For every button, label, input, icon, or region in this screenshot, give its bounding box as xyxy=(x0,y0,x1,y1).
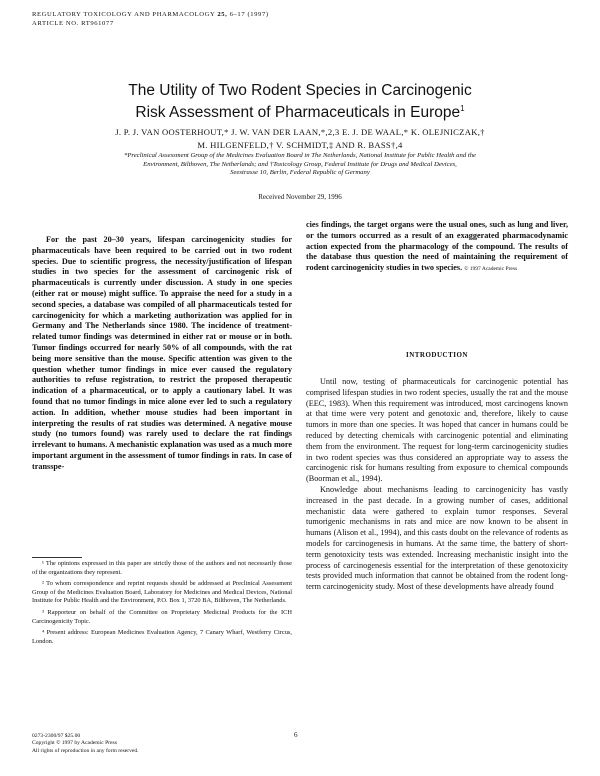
section-heading-introduction: INTRODUCTION xyxy=(405,351,468,359)
title-line-2 xyxy=(60,100,540,122)
received-date: Received November 29, 1996 xyxy=(258,193,342,201)
paper-title xyxy=(60,82,540,122)
footnote-3: ³ Rapporteur on behalf of the Committee on Proprietary Medicinal Products for the ICH Carcinogenicity Topic. xyxy=(32,608,292,625)
journal-volume: 25, xyxy=(217,11,228,18)
abstract-column-left xyxy=(32,235,292,473)
journal-pages: 6–17 (1997) xyxy=(229,11,269,18)
title-line-1: The Utility of Two Rodent Species in Carcinogenic xyxy=(128,82,472,99)
abstract-copyright: © 1997 Academic Press xyxy=(464,266,518,273)
author-list xyxy=(60,126,540,152)
footnotes xyxy=(32,560,292,649)
article-number: ARTICLE NO. RT961077 xyxy=(32,20,114,27)
footnote-divider xyxy=(32,557,82,558)
footnote-2: ² To whom correspondence and reprint requests should be addressed at Preclinical Assessment Group of the Medicines Evaluation Board, Laboratory for Medicines and Medical Devices, National Institute for Public Health and the Environment, P.O. Box 1, 3720 BA, Bilthoven, The Netherlands. xyxy=(32,580,292,605)
publication-info xyxy=(32,733,139,755)
issn-price: 0273-2300/97 $25.00 xyxy=(32,733,81,739)
journal-header xyxy=(32,10,269,28)
abstract-column-right xyxy=(306,220,568,275)
journal-name: REGULATORY TOXICOLOGY AND PHARMACOLOGY xyxy=(32,11,216,18)
affiliation-line-1: *Preclinical Assessment Group of the Medicines Evaluation Board in The Netherlands, National Institute for Public Health and the xyxy=(123,152,477,159)
introduction-body xyxy=(306,377,568,593)
affiliation-line-2: Environment, Bilthoven, The Netherlands; and †Toxicology Group, Federal Institute for Drugs and Medical Devices, xyxy=(143,160,457,168)
authors-line-1: J. P. J. VAN OOSTERHOUT,* J. W. VAN DER LAAN,*,2,3 E. J. DE WAAL,* K. OLEJNICZAK,† xyxy=(115,127,485,137)
footnote-1: ¹ The opinions expressed in this paper are strictly those of the authors and not necessarily those of the organizations they represent. xyxy=(32,560,292,576)
affiliation-line-3: Seestrasse 10, Berlin, Federal Republic of Germany xyxy=(230,169,370,177)
abstract-part-2-wrapper xyxy=(306,220,568,275)
authors-line-2: M. HILGENFELD,† V. SCHMIDT,‡ AND R. BASS†,4 xyxy=(197,140,403,150)
copyright-line: Copyright © 1997 by Academic Press xyxy=(32,740,117,747)
journal-citation xyxy=(32,10,269,19)
abstract-part-1: For the past 20–30 years, lifespan carcinogenicity studies for pharmaceuticals have been required to be carried out in two rodent species. Due to scientific progress, the necessity/justification of lifespan studies in two species for the assessment of carcinogenic risk of pharmaceuticals is currently under discussion. A study in one species (either rat or mouse) might suffice. To appraise the need for a study in a second species, a database was compiled of all pharmaceuticals tested for carcinogenicity for which a marketing authorization was applied for in Germany and The Netherlands since 1980. The incidence of treatment-related tumor findings was determined in either rat or mouse or in both. Tumor findings occurred for nearly 50% of all compounds, with the rat being more sensitive than the mouse. Specific attention was given to the question whether tumor findings in mice ever caused the regulatory authorities to refuse registration, to restrict the proposed therapeutic indication of a pharmaceutical, or to apply a cautionary label. It was found that no tumor findings in mice alone ever led to such a regulatory action. In addition, whether mouse studies had been important in interpreting the results of rat studies was determined. A negative mouse study (no tumors found) was rarely used to declare the rat findings irrelevant to humans. A mechanistic explanation was used as a much more important argument in the assessment of tumor findings in rats. In case of transspe- xyxy=(32,235,292,471)
intro-paragraph-1: Until now, testing of pharmaceuticals for carcinogenic potential has comprised lifespan studies in two rodent species, usually the rat and the mouse (EEC, 1983). When this requirement was introduced, most carcinogens known at that time were very potent and genotoxic and, therefore, likely to cause tumors in more than one species. It was hoped that cancer in humans could be reduced by detecting chemicals with carcinogenic potential and eliminating them from the environment. The request for long-term carcinogenicity studies in two rodent species was thus considered an appropriate way to assess the carcinogenic risk for humans resulting from exposure to chemical compounds (Boorman et al., 1994). xyxy=(306,377,568,484)
affiliations xyxy=(70,152,530,178)
rights-line: All rights of reproduction in any form reserved. xyxy=(32,747,139,754)
title-line-2-text: Risk Assessment of Pharmaceuticals in Europe xyxy=(135,104,461,122)
title-footnote-mark: 1 xyxy=(460,104,465,113)
footnote-4: ⁴ Present address: European Medicines Evaluation Agency, 7 Canary Wharf, Westferry Circus, London. xyxy=(32,629,292,645)
page-number: 6 xyxy=(294,731,298,739)
abstract-part-2: cies findings, the target organs were the usual ones, such as lung and liver, or the tumors occurred as a result of an exaggerated pharmacodynamic action expected from the pharmacology of the compound. The results of the database thus question the need of maintaining the requirement of rodent carcinogenicity studies in two species. xyxy=(306,220,568,273)
intro-paragraph-2: Knowledge about mechanisms leading to carcinogenicity has vastly increased in the past decade. In a growing number of cases, additional mechanistic data were gathered to explain tumor responses. Several tumorigenic mechanisms in rats and mice are now known to be absent in humans (Alison et al., 1994), and this casts doubt on the relevance of rodents as models for carcinogenesis in humans. At the same time, the battery of short-term genotoxicity tests was extended. Increasing mechanistic insight into the process of carcinogenesis essential for the interpretation of these genotoxicity tests provided much information that cannot be obtained from the rodent long-term carcinogenicity study. Most of these developments have already found xyxy=(306,484,568,592)
